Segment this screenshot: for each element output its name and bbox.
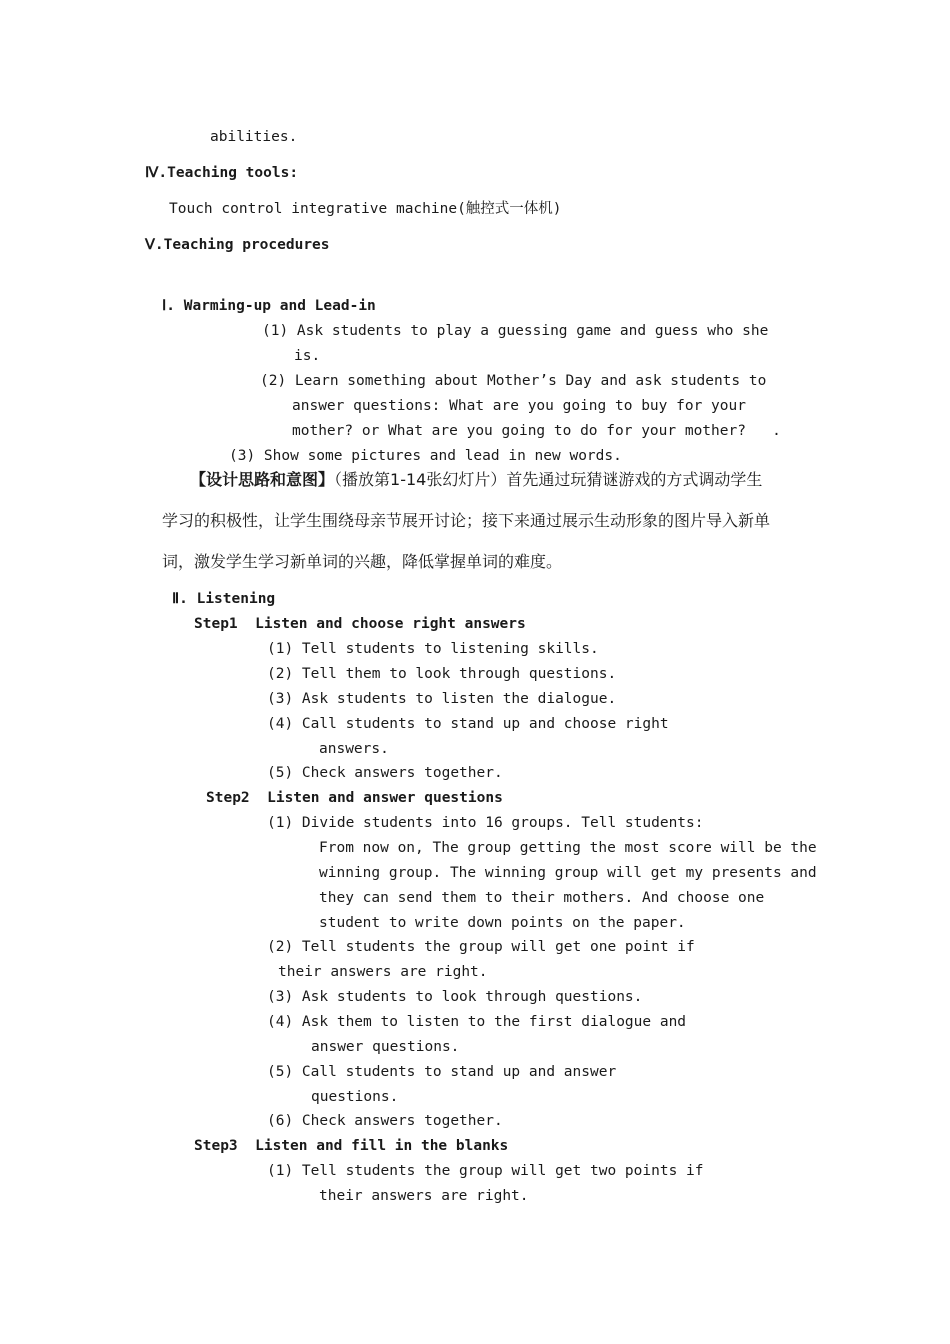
step2-item1-line4: they can send them to their mothers. And choose one (319, 890, 765, 906)
part-i-item2-line2: answer questions: What are you going to buy for your (292, 398, 746, 414)
step2-item3: (3) Ask students to look through questions. (267, 989, 643, 1005)
step3-item1-line1: (1) Tell students the group will get two points if (267, 1163, 704, 1179)
abilities-line: abilities. (210, 129, 298, 145)
part-i-item1-line2: is. (294, 348, 321, 364)
part-i-item2-line1: (2) Learn something about Mother’s Day and ask students to (260, 373, 767, 389)
part-i-item3: (3) Show some pictures and lead in new words. (229, 448, 622, 464)
section-v-heading: Ⅴ.Teaching procedures (145, 237, 330, 253)
step2-item2-line2: their answers are right. (278, 964, 488, 980)
step3-title: Step3 Listen and fill in the blanks (194, 1138, 509, 1154)
part-i-item1-line1: (1) Ask students to play a guessing game and guess who she (262, 323, 769, 339)
section-iv-heading: Ⅳ.Teaching tools: (145, 165, 299, 181)
step2-item1-line1: (1) Divide students into 16 groups. Tell students: (267, 815, 704, 831)
step1-item4-line2: answers. (319, 741, 389, 757)
step1-title: Step1 Listen and choose right answers (194, 616, 526, 632)
step2-item1-line5: student to write down points on the paper. (319, 915, 686, 931)
step2-item4-line2: answer questions. (311, 1039, 460, 1055)
step1-item4-line1: (4) Call students to stand up and choose right (267, 716, 669, 732)
step1-item3: (3) Ask students to listen the dialogue. (267, 691, 617, 707)
design-intent-line2: 学习的积极性，让学生围绕母亲节展开讨论；接下来通过展示生动形象的图片导入新单 (162, 511, 771, 530)
step1-item1: (1) Tell students to listening skills. (267, 641, 599, 657)
step2-item5-line2: questions. (311, 1089, 399, 1105)
step2-item5-line1: (5) Call students to stand up and answer (267, 1064, 617, 1080)
teaching-tool-text: Touch control integrative machine(触控式一体机) (169, 201, 562, 217)
part-i-item2-line3: mother? or What are you going to do for your mother? . (292, 423, 781, 439)
step1-item2: (2) Tell them to look through questions. (267, 666, 617, 682)
step2-item6: (6) Check answers together. (267, 1113, 503, 1129)
step2-item1-line2: From now on, The group getting the most score will be the (319, 840, 817, 856)
design-intent-text1: （播放第1-14张幻灯片）首先通过玩猜谜游戏的方式调动学生 (334, 470, 763, 489)
step1-item5: (5) Check answers together. (267, 765, 503, 781)
design-intent-line3: 词，激发学生学习新单词的兴趣，降低掌握单词的难度。 (162, 552, 563, 571)
part-i-heading: Ⅰ. Warming-up and Lead-in (162, 298, 376, 314)
step3-item1-line2: their answers are right. (319, 1188, 529, 1204)
step2-item1-line3: winning group. The winning group will get my presents and (319, 865, 817, 881)
step2-item2-line1: (2) Tell students the group will get one point if (267, 939, 695, 955)
step2-title: Step2 Listen and answer questions (206, 790, 503, 806)
design-intent-line1 (190, 470, 762, 490)
design-intent-label: 【设计思路和意图】 (190, 470, 335, 489)
step2-item4-line1: (4) Ask them to listen to the first dialogue and (267, 1014, 687, 1030)
part-ii-heading: Ⅱ. Listening (172, 591, 276, 607)
